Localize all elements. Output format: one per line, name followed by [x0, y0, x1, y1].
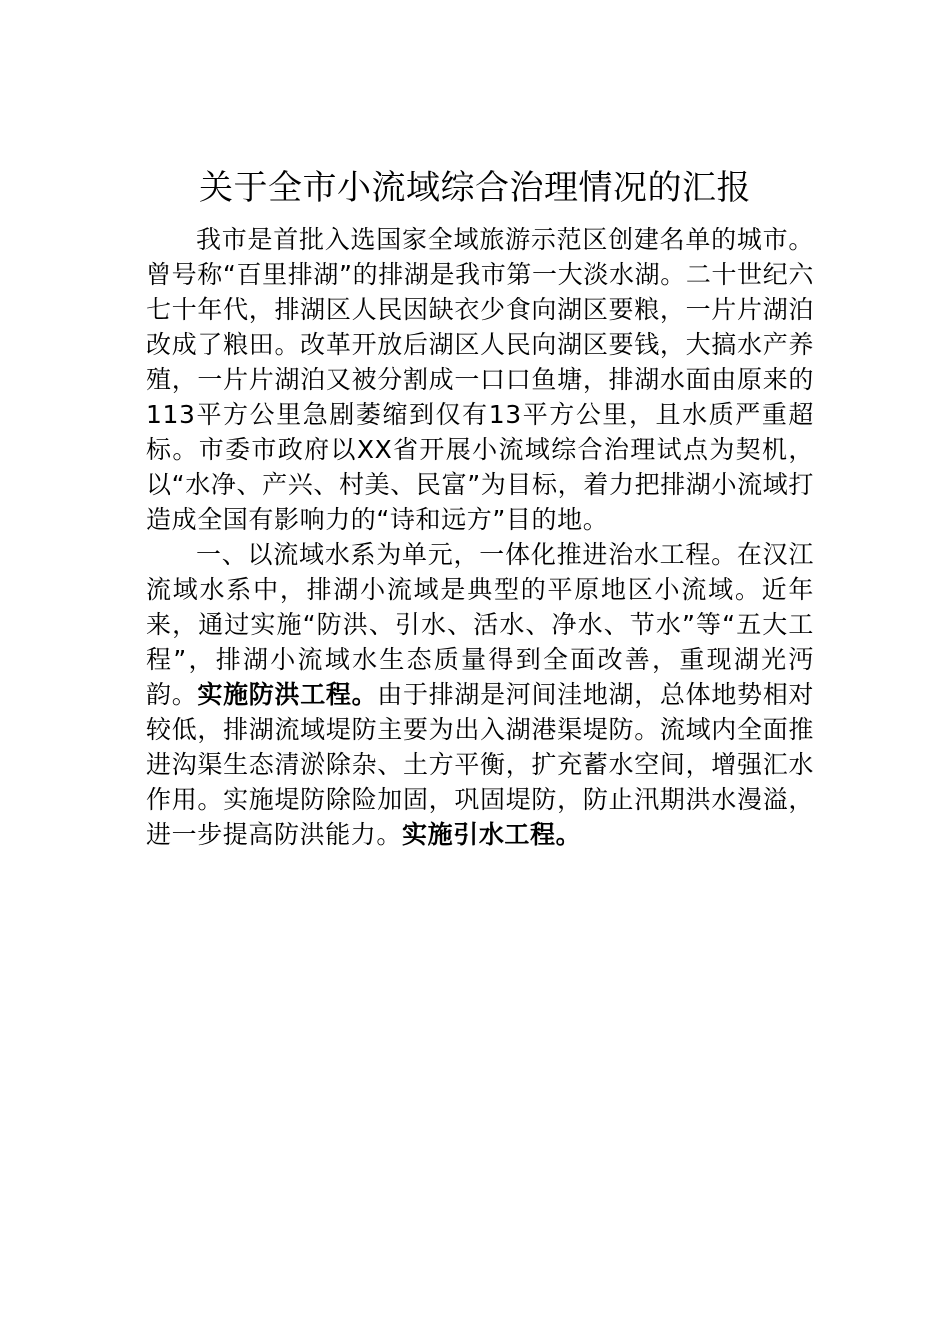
document-title: 关于全市小流域综合治理情况的汇报: [199, 168, 751, 208]
flood-control-text: 由于排湖是河间洼地湖，总体地势相对较低，排湖流域堤防主要为出入湖港渠堤防。流域内全面推进沟渠生态清淤除杂、土方平衡，扩充蓄水空间，增强汇水作用。实施堤防除险加固，巩固堤防，防止汛期洪水漫溢，进一步提高防洪能力。: [146, 680, 815, 849]
bold-subheading-flood-control: 实施防洪工程。: [197, 680, 378, 709]
section-heading: 一、以流域水系为单元，一体化推进治水工程。: [196, 540, 737, 569]
document-body: [146, 222, 814, 852]
bold-subheading-water-diversion: 实施引水工程。: [402, 820, 582, 849]
paragraph-intro: 我市是首批入选国家全域旅游示范区创建名单的城市。曾号称“百里排湖”的排湖是我市第一大淡水湖。二十世纪六七十年代，排湖区人民因缺衣少食向湖区要粮，一片片湖泊改成了粮田。改革开放后湖区人民向湖区要钱，大搞水产养殖，一片片湖泊又被分割成一口口鱼塘，排湖水面由原来的113平方公里急剧萎缩到仅有13平方公里，且水质严重超标。市委市政府以XX省开展小流域综合治理试点为契机，以“水净、产兴、村美、民富”为目标，着力把排湖小流域打造成全国有影响力的“诗和远方”目的地。: [146, 225, 814, 534]
section-intro-text: 在汉江流域水系中，排湖小流域是典型的平原地区小流域。近年来，通过实施“防洪、引水、活水、净水、节水”等“五大工程”，排湖小流域水生态质量得到全面改善，重现湖光沔韵。: [146, 540, 814, 709]
paragraph-section-one: [146, 537, 814, 852]
